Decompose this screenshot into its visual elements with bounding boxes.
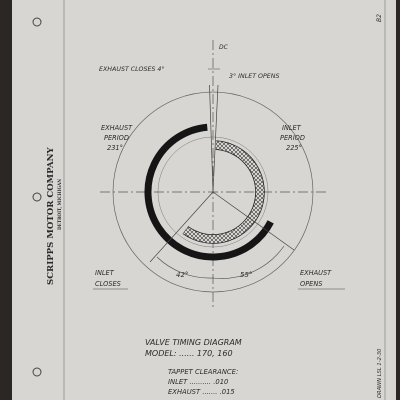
diagram-title: VALVE TIMING DIAGRAM: [145, 338, 242, 347]
binder-hole-icon: [33, 193, 41, 201]
inlet-period-value: 225°: [286, 144, 302, 152]
drawn-by-note: DRAWN LSL 1-2-30: [377, 348, 383, 398]
corner-mark: B2: [376, 14, 383, 22]
dc-label: DC: [219, 44, 228, 51]
company-city: DETROIT, MICHIGAN: [57, 178, 62, 230]
exhaust-opens-angle: 55°: [240, 271, 253, 279]
inlet-opens-line: [213, 85, 218, 192]
exhaust-closes-line: [210, 85, 214, 192]
tappet-inlet: INLET .......... .010: [168, 378, 229, 386]
inlet-closes-label-2: CLOSES: [95, 280, 121, 288]
exhaust-opens-label-2: OPENS: [300, 280, 323, 288]
exhaust-period-value: 231°: [107, 144, 123, 152]
inlet-period-label-2: PERIOD: [280, 134, 305, 142]
drawing-sheet: [12, 0, 396, 400]
exhaust-opens-label: EXHAUST: [300, 269, 332, 277]
company-name: SCRIPPS MOTOR COMPANY: [46, 147, 56, 285]
binder-hole-icon: [33, 18, 41, 26]
tappet-heading: TAPPET CLEARANCE:: [168, 368, 239, 376]
exhaust-closes-label: EXHAUST CLOSES 4°: [99, 66, 165, 73]
exhaust-period-label-2: PERIOD: [104, 134, 129, 142]
inlet-period-label: INLET: [282, 124, 301, 132]
tappet-exhaust: EXHAUST ....... .015: [168, 388, 235, 396]
inlet-closes-angle: 42°: [176, 271, 189, 279]
exhaust-period-label: EXHAUST: [101, 124, 133, 132]
valve-timing-drawing: [12, 0, 396, 400]
inlet-opens-label: 3° INLET OPENS: [229, 73, 280, 80]
binder-hole-icon: [33, 368, 41, 376]
model-line: MODEL: ...... 170, 160: [145, 349, 233, 358]
inlet-closes-label: INLET: [95, 269, 114, 277]
